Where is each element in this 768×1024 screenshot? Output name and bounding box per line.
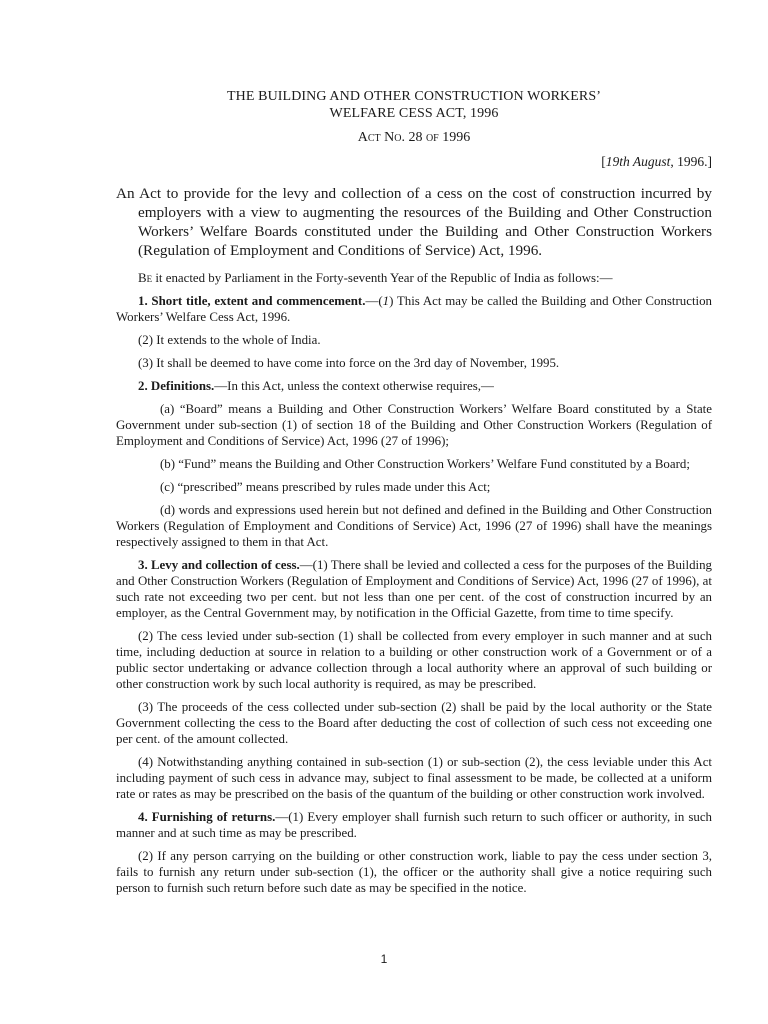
page-number: 1 <box>380 952 388 966</box>
section-1-3: (3) It shall be deemed to have come into force on the 3rd day of November, 1995. <box>138 356 560 370</box>
section-3-4: (4) Notwithstanding anything contained in sub-section (1) or sub-section (2), the cess leviable under this Act including payment of such cess in advance may, subject to final assessment to be made, be collected at a uniform rate or rates as may be prescribed on the basis of the quantum of the building or other construction work involved. <box>116 755 712 801</box>
act-title-line-2: WELFARE CESS ACT, 1996 <box>329 106 499 121</box>
section-1-heading: 1. Short title, extent and commencement. <box>138 294 366 308</box>
section-4-2: (2) If any person carrying on the building or other construction work, liable to pay the cess under section 3, fails to furnish any return under sub-section (1), the officer or the authority shall give a notice requiring such person to furnish such return before such date as may be specified in the notice. <box>116 849 712 895</box>
act-title-line-1: THE BUILDING AND OTHER CONSTRUCTION WORKERS’ <box>227 89 601 104</box>
section-2-heading: 2. Definitions. <box>138 379 215 393</box>
section-1: 1. Short title, extent and commencement.—(1) This Act may be called the Building and Other Construction Workers’ Welfare Cess Act, 1996. <box>116 294 713 324</box>
enacting-formula: Be it enacted by Parliament in the Forty-seventh Year of the Republic of India as follows:— <box>138 271 613 285</box>
section-1-2: (2) It extends to the whole of India. <box>138 333 321 347</box>
preamble: An Act to provide for the levy and collection of a cess on the cost of construction incurred by employers with a view to augmenting the resources of the Building and Other Construction Workers’ Welfare Boards constituted under the Building and Other Construction Workers (Regulation of Employment and Conditions of Service) Act, 1996. <box>116 185 712 259</box>
section-3-heading: 3. Levy and collection of cess. <box>138 558 300 572</box>
act-date: [19th August, 1996.] <box>601 154 712 169</box>
section-2-b: (b) “Fund” means the Building and Other Construction Workers’ Welfare Fund constituted by a Board; <box>160 457 690 471</box>
section-2-d: (d) words and expressions used herein but not defined and defined in the Building and Other Construction Workers (Regulation of Employment and Conditions of Service) Act, 1996 (27 of 1996) shall have the meanings respectively assigned to them in that Act. <box>116 503 712 549</box>
section-3-3: (3) The proceeds of the cess collected under sub-section (2) shall be paid by the local authority or the State Government collecting the cess to the Board after deducting the cost of collection of such cess not exceeding one per cent. of the amount collected. <box>116 700 712 746</box>
act-number: Act No. 28 of 1996 <box>357 130 471 145</box>
section-2-a: (a) “Board” means a Building and Other Construction Workers’ Welfare Board constituted by a State Government under sub-section (1) of section 18 of the Building and Other Construction Workers (Regulation of Employment and Conditions of Service) Act, 1996 (27 of 1996); <box>116 402 712 448</box>
section-3: 3. Levy and collection of cess.—(1) There shall be levied and collected a cess for the purposes of the Building and Other Construction Workers (Regulation of Employment and Conditions of Service) Act, 1996 (27 of 1996), at such rate not exceeding two per cent. but not less than one per cent. of the cost of construction incurred by an employer, as the Central Government may, by notification in the Official Gazette, from time to time specify. <box>116 558 712 620</box>
section-4-heading: 4. Furnishing of returns. <box>138 810 276 824</box>
section-2-c: (c) “prescribed” means prescribed by rules made under this Act; <box>160 480 491 494</box>
section-4: 4. Furnishing of returns.—(1) Every employer shall furnish such return to such officer or authority, in such manner and at such time as may be prescribed. <box>116 810 712 840</box>
section-3-2: (2) The cess levied under sub-section (1) shall be collected from every employer in such manner and at such time, including deduction at source in relation to a building or other construction work of a Government or of a public sector undertaking or advance collection through a local authority where an approval of such building or other construction work by such local authority is required, as may be prescribed. <box>116 629 712 691</box>
section-2: 2. Definitions.—In this Act, unless the context otherwise requires,— <box>138 379 494 393</box>
